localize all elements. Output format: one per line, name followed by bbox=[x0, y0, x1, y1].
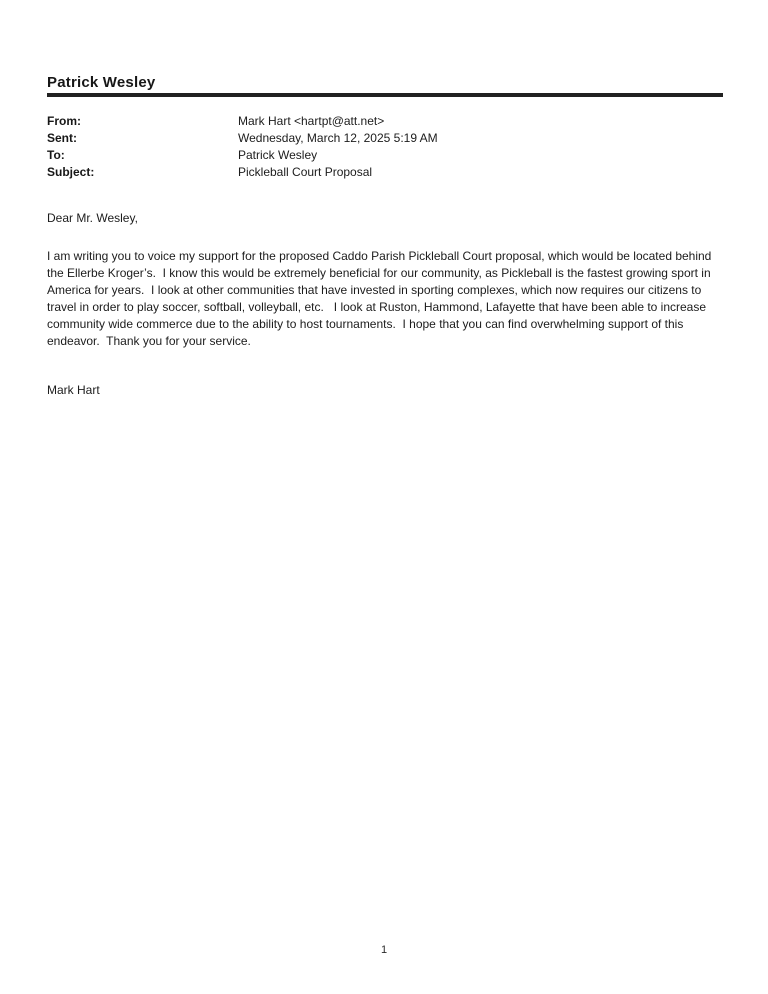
subject-label: Subject: bbox=[47, 165, 95, 179]
to-value: Patrick Wesley bbox=[238, 148, 318, 162]
email-signature: Mark Hart bbox=[47, 383, 100, 397]
sent-label: Sent: bbox=[47, 131, 77, 145]
sent-value: Wednesday, March 12, 2025 5:19 AM bbox=[238, 131, 438, 145]
email-greeting: Dear Mr. Wesley, bbox=[47, 211, 138, 225]
email-header-block bbox=[47, 113, 723, 181]
header-divider bbox=[47, 93, 723, 97]
email-header-row-sent bbox=[47, 130, 723, 147]
document-content bbox=[47, 74, 723, 399]
email-body-paragraph: I am writing you to voice my support for the proposed Caddo Parish Pickleball Court proposal, which would be located behind the Ellerbe Kroger’s. I know this would be extremely beneficial for our community, as Pickleball is the fastest growing sport in America for years. I look at other communities that have invested in sporting complexes, which now requires our citizens to travel in order to play soccer, softball, volleyball, etc. I look at Ruston, Hammond, Lafayette that have been able to increase community wide commerce due to the ability to host tournaments. I hope that you can find overwhelming support of this endeavor. Thank you for your service. bbox=[47, 249, 715, 348]
email-header-row-to bbox=[47, 147, 723, 164]
to-label: To: bbox=[47, 148, 65, 162]
from-value: Mark Hart <hartpt@att.net> bbox=[238, 114, 385, 128]
footer-page-number: 1 bbox=[380, 944, 388, 956]
page-title: Patrick Wesley bbox=[47, 74, 156, 91]
email-header-row-subject bbox=[47, 164, 723, 181]
from-label: From: bbox=[47, 114, 81, 128]
email-header-row-from bbox=[47, 113, 723, 130]
subject-value: Pickleball Court Proposal bbox=[238, 165, 373, 179]
